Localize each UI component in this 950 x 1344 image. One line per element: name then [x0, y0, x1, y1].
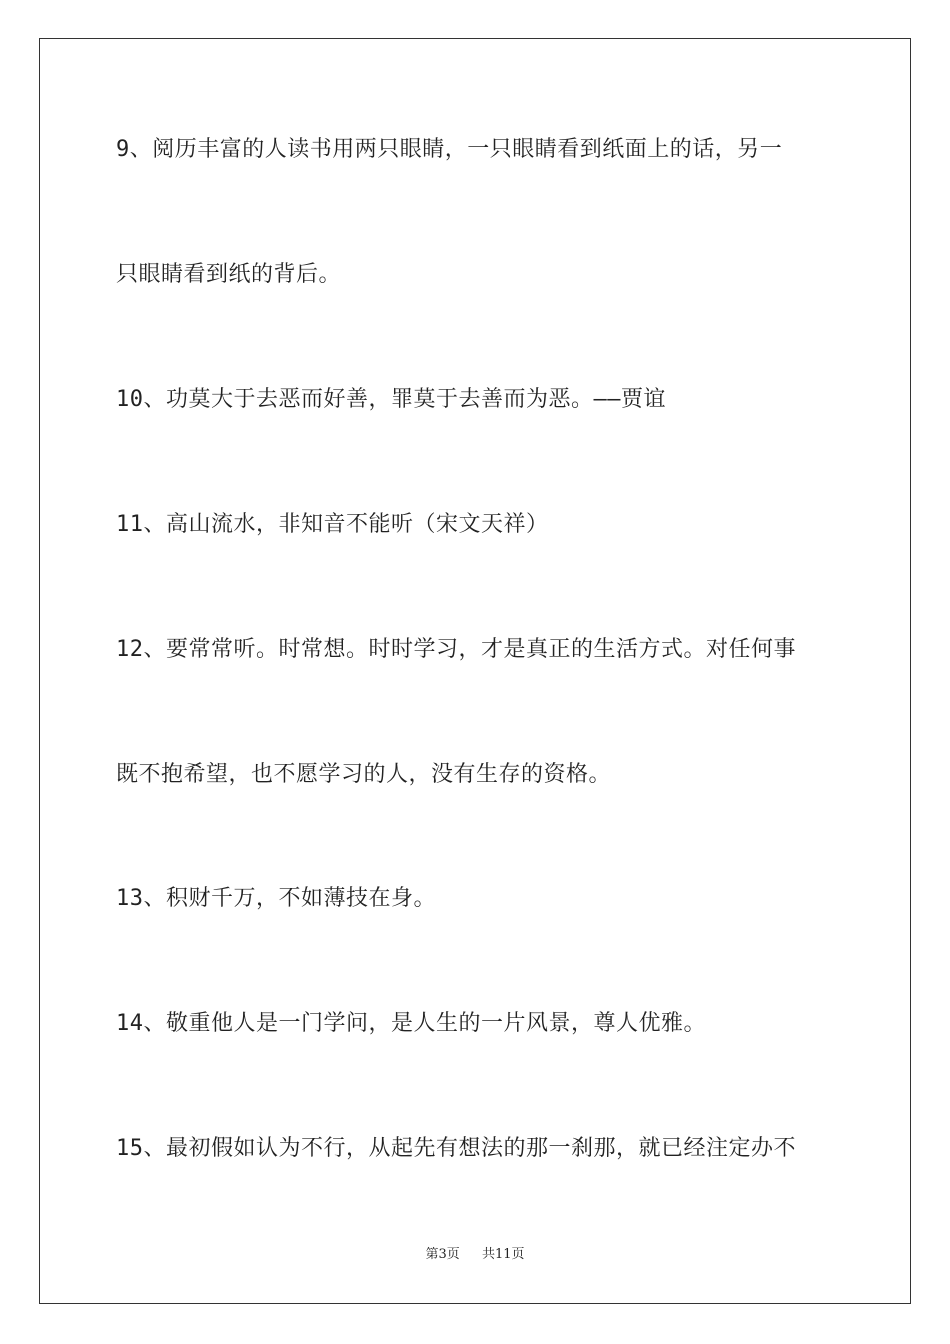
page-number: 第3页: [425, 1247, 460, 1262]
text-line: 只眼睛看到纸的背后。: [116, 262, 342, 287]
text-line: 14、敬重他人是一门学问，是人生的一片风景，尊人优雅。: [116, 1011, 706, 1036]
page-border: [39, 38, 911, 1304]
text-line: 10、功莫大于去恶而好善，罪莫于去善而为恶。——贾谊: [116, 387, 666, 412]
text-line: 11、高山流水，非知音不能听（宋文天祥）: [116, 512, 549, 537]
page-footer: [0, 1246, 950, 1264]
text-line: 9、阅历丰富的人读书用两只眼睛，一只眼睛看到纸面上的话，另一: [116, 137, 783, 162]
text-line: 13、积财千万，不如薄技在身。: [116, 886, 436, 911]
text-line: 12、要常常听。时常想。时时学习，才是真正的生活方式。对任何事: [116, 637, 796, 662]
text-line: 15、最初假如认为不行，从起先有想法的那一刹那，就已经注定办不: [116, 1136, 796, 1161]
page-total: 共11页: [482, 1247, 525, 1262]
text-line: 既不抱希望，也不愿学习的人，没有生存的资格。: [116, 762, 612, 787]
